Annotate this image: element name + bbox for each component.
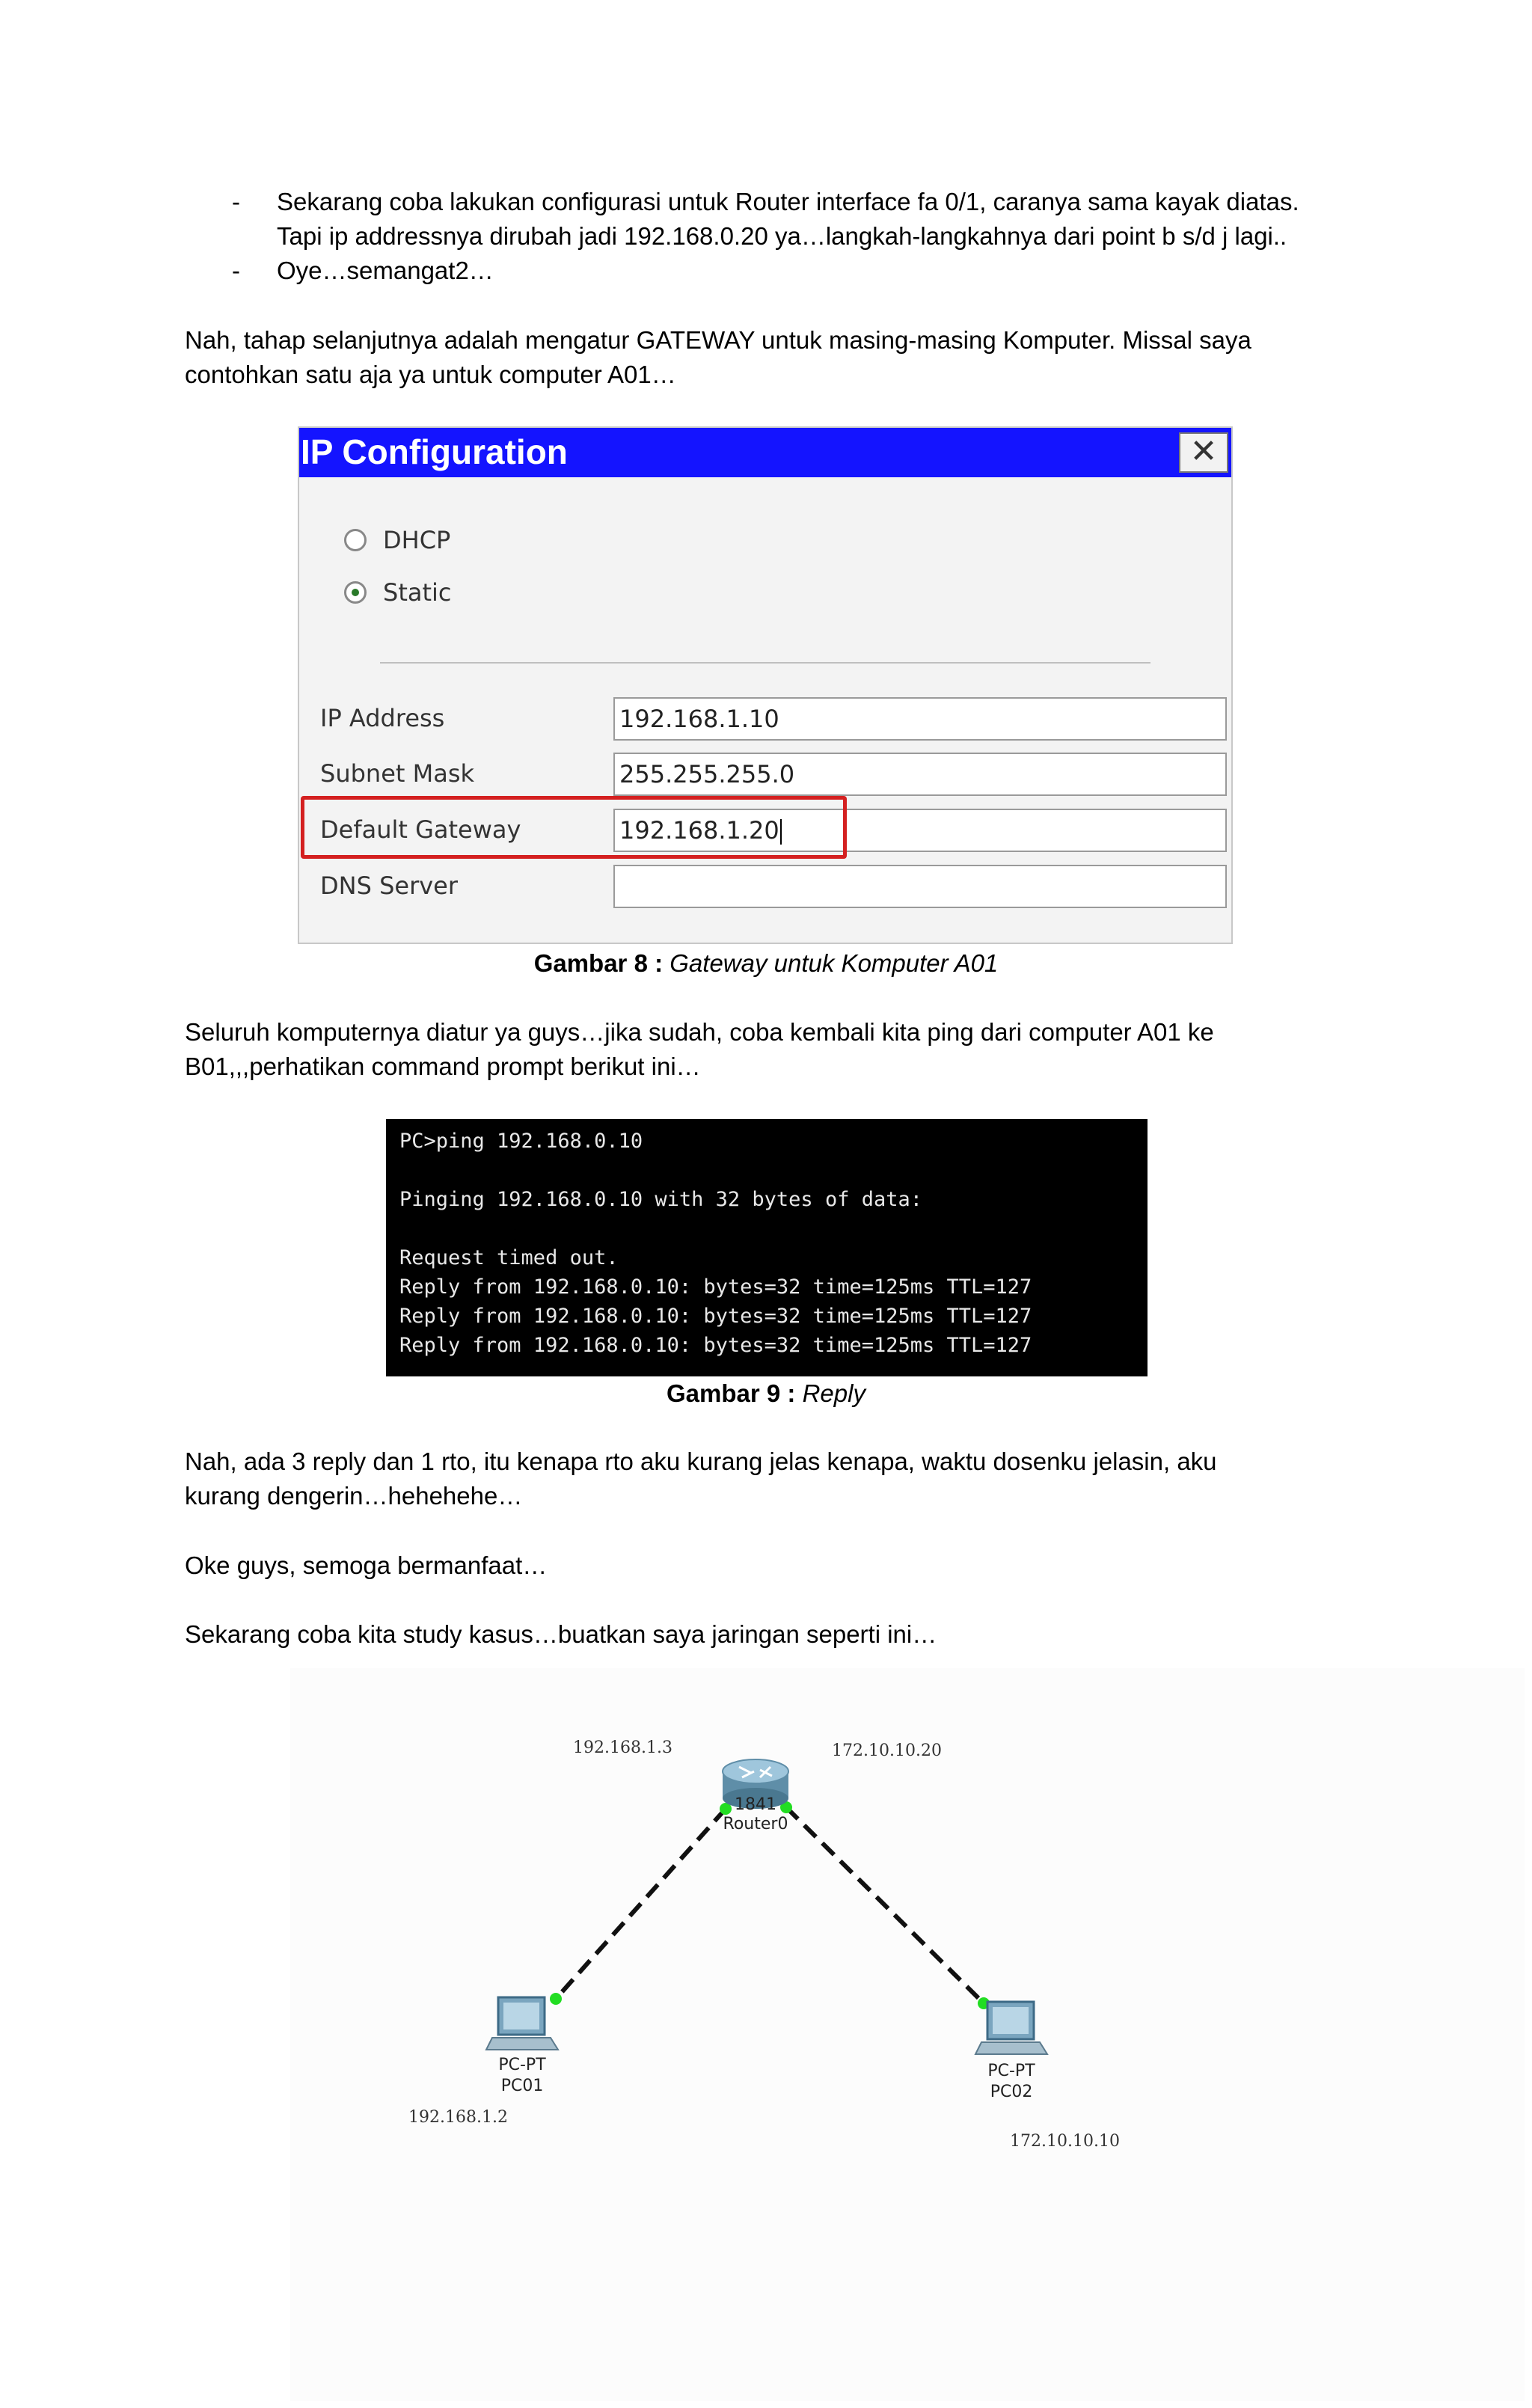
close-icon: ✕ bbox=[1189, 433, 1218, 470]
ip-address-value: 192.168.1.10 bbox=[619, 705, 779, 733]
network-diagram bbox=[290, 1668, 1525, 2401]
bullet-marker-2: - bbox=[232, 257, 240, 284]
dns-server-label: DNS Server bbox=[320, 871, 458, 900]
ip-configuration-window bbox=[298, 426, 1233, 944]
bullet-marker-1: - bbox=[232, 188, 240, 215]
ip-address-field[interactable] bbox=[613, 697, 1227, 741]
dhcp-label: DHCP bbox=[383, 526, 451, 554]
router-model-label: 1841 bbox=[735, 1795, 776, 1814]
cmd-line: PC>ping 192.168.0.10 bbox=[399, 1130, 643, 1153]
figure-9-caption-number: Gambar 9 : bbox=[667, 1379, 796, 1407]
static-radio-selected-dot bbox=[352, 589, 359, 596]
pc01-computer-icon[interactable] bbox=[486, 1997, 558, 2050]
pc02-type-label: PC-PT bbox=[987, 2062, 1035, 2080]
link-router-pc01 bbox=[556, 1809, 726, 1999]
bullet-2-line-1: Oye…semangat2… bbox=[277, 257, 494, 284]
figure-9-caption-text: Reply bbox=[802, 1379, 865, 1407]
dhcp-radio[interactable] bbox=[344, 529, 367, 551]
static-label: Static bbox=[383, 578, 452, 607]
cmd-line: Reply from 192.168.0.10: bytes=32 time=125ms TTL=127 bbox=[399, 1275, 1032, 1299]
bullet-1-line-2: Tapi ip addressnya dirubah jadi 192.168.0.20 ya…langkah-langkahnya dari point b s/d j lagi.. bbox=[277, 222, 1287, 250]
bullet-1-line-1: Sekarang coba lakukan configurasi untuk Router interface fa 0/1, caranya sama kayak diatas. bbox=[277, 188, 1299, 215]
window-titlebar bbox=[299, 428, 1231, 477]
pc01-type-label: PC-PT bbox=[498, 2056, 546, 2074]
separator bbox=[380, 662, 1150, 664]
command-prompt-output bbox=[386, 1119, 1148, 1376]
pc02-ip: 172.10.10.10 bbox=[1010, 2132, 1120, 2151]
cmd-line: Reply from 192.168.0.10: bytes=32 time=125ms TTL=127 bbox=[399, 1334, 1032, 1357]
cmd-line: Reply from 192.168.0.10: bytes=32 time=125ms TTL=127 bbox=[399, 1305, 1032, 1328]
default-gateway-label: Default Gateway bbox=[320, 815, 521, 844]
close-button[interactable] bbox=[1179, 432, 1228, 473]
link-endpoint-pc01 bbox=[550, 1993, 562, 2005]
subnet-mask-label: Subnet Mask bbox=[320, 759, 475, 788]
para-gateway-line-2: contohkan satu aja ya untuk computer A01… bbox=[185, 361, 676, 388]
pc01-ip: 192.168.1.2 bbox=[408, 2108, 508, 2127]
subnet-mask-field[interactable] bbox=[613, 753, 1227, 796]
window-title: IP Configuration bbox=[301, 432, 568, 471]
figure-9-caption bbox=[0, 1376, 1532, 1411]
para-oke: Oke guys, semoga bermanfaat… bbox=[185, 1551, 548, 1579]
pc02-computer-icon[interactable] bbox=[975, 2002, 1047, 2054]
para-ping-line-1: Seluruh komputernya diatur ya guys…jika sudah, coba kembali kita ping dari computer A01 ke bbox=[185, 1018, 1214, 1046]
dns-server-field[interactable] bbox=[613, 865, 1227, 908]
para-ping-line-2: B01,,,perhatikan command prompt berikut ini… bbox=[185, 1053, 701, 1080]
router-right-ip: 172.10.10.20 bbox=[832, 1741, 942, 1760]
figure-8-caption bbox=[0, 946, 1532, 981]
network-diagram-svg bbox=[290, 1668, 1525, 2401]
para-study: Sekarang coba kita study kasus…buatkan saya jaringan seperti ini… bbox=[185, 1620, 937, 1648]
para-gateway-line-1: Nah, tahap selanjutnya adalah mengatur GATEWAY untuk masing-masing Komputer. Missal saya bbox=[185, 326, 1251, 354]
subnet-mask-value: 255.255.255.0 bbox=[619, 760, 795, 788]
figure-8-caption-number: Gambar 8 : bbox=[533, 949, 664, 977]
para-reply-line-1: Nah, ada 3 reply dan 1 rto, itu kenapa rto aku kurang jelas kenapa, waktu dosenku jelasin, aku bbox=[185, 1447, 1217, 1475]
pc01-name-label: PC01 bbox=[500, 2077, 544, 2095]
static-radio[interactable] bbox=[344, 581, 367, 604]
pc02-name-label: PC02 bbox=[990, 2083, 1033, 2101]
link-router-pc02 bbox=[786, 1807, 984, 2003]
router-name-label: Router0 bbox=[723, 1815, 788, 1833]
router-left-ip: 192.168.1.3 bbox=[573, 1738, 672, 1757]
default-gateway-highlight-box bbox=[301, 796, 847, 859]
default-gateway-value: 192.168.1.20 bbox=[619, 816, 779, 845]
cmd-line: Pinging 192.168.0.10 with 32 bytes of data: bbox=[399, 1188, 922, 1211]
cmd-line: Request timed out. bbox=[399, 1246, 619, 1269]
ip-address-label: IP Address bbox=[320, 704, 445, 732]
figure-8-caption-text: Gateway untuk Komputer A01 bbox=[670, 949, 999, 977]
para-reply-line-2: kurang dengerin…hehehehe… bbox=[185, 1482, 523, 1510]
